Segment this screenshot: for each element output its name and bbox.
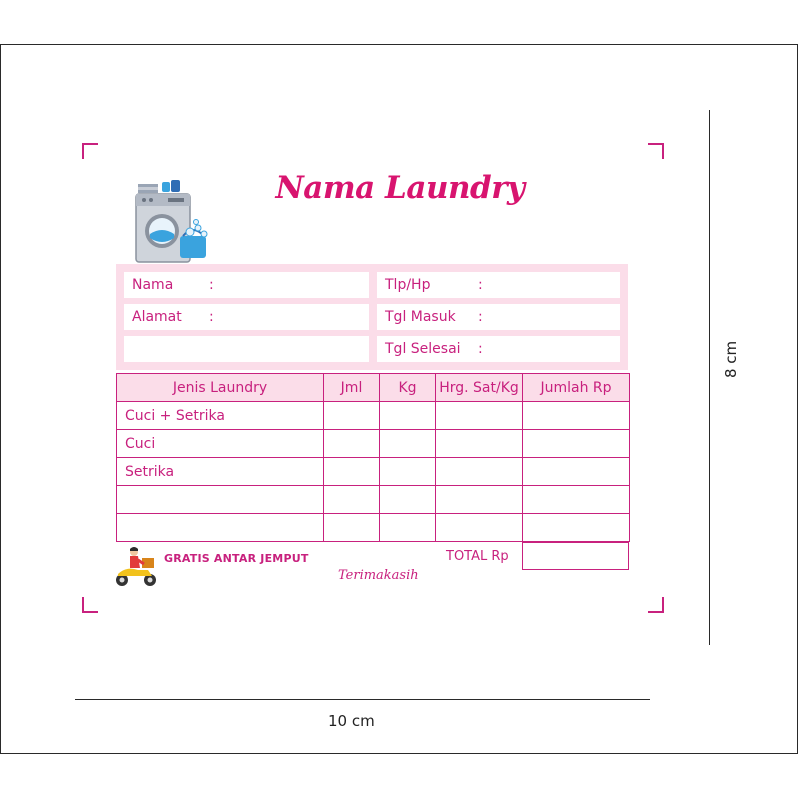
tlp-field[interactable] <box>377 272 620 298</box>
nama-colon: : <box>209 277 214 293</box>
alamat-colon: : <box>209 309 214 325</box>
header-jml: Jml <box>324 374 380 402</box>
row-jml-cell[interactable] <box>324 430 380 458</box>
height-dimension-line <box>709 110 710 645</box>
laundry-items-table <box>116 373 630 542</box>
row-jenis: Cuci + Setrika <box>117 402 324 430</box>
row-kg-cell[interactable] <box>380 486 436 514</box>
row-harga-cell[interactable] <box>436 514 523 542</box>
tgl-masuk-field[interactable] <box>377 304 620 330</box>
tgl-masuk-colon: : <box>478 309 483 325</box>
table-row <box>117 514 630 542</box>
promo-text: GRATIS ANTAR JEMPUT <box>164 552 309 565</box>
row-kg-cell[interactable] <box>380 458 436 486</box>
height-dimension-label: 8 cm <box>722 340 740 378</box>
row-jumlah-cell[interactable] <box>523 430 630 458</box>
extra-field[interactable] <box>124 336 369 362</box>
crop-mark-bottom-left <box>82 597 98 613</box>
table-row <box>117 458 630 486</box>
width-dimension-label: 10 cm <box>328 712 375 730</box>
washing-machine-icon <box>128 176 218 264</box>
customer-info-panel <box>116 264 628 370</box>
tgl-selesai-colon: : <box>478 341 483 357</box>
total-label: TOTAL Rp <box>446 549 509 564</box>
row-jumlah-cell[interactable] <box>523 458 630 486</box>
table-header-row <box>117 374 630 402</box>
row-kg-cell[interactable] <box>380 402 436 430</box>
row-jenis[interactable] <box>117 486 324 514</box>
header-jumlah-rp: Jumlah Rp <box>523 374 630 402</box>
thank-you-text: Terimakasih <box>338 568 419 583</box>
row-jml-cell[interactable] <box>324 486 380 514</box>
row-jml-cell[interactable] <box>324 402 380 430</box>
row-kg-cell[interactable] <box>380 430 436 458</box>
nama-field[interactable] <box>124 272 369 298</box>
tgl-selesai-field[interactable] <box>377 336 620 362</box>
row-jenis[interactable] <box>117 514 324 542</box>
table-row <box>117 402 630 430</box>
tgl-masuk-label: Tgl Masuk <box>385 309 456 325</box>
crop-mark-top-right <box>648 143 664 159</box>
row-harga-cell[interactable] <box>436 402 523 430</box>
alamat-field[interactable] <box>124 304 369 330</box>
alamat-label: Alamat <box>132 309 182 325</box>
row-kg-cell[interactable] <box>380 514 436 542</box>
row-harga-cell[interactable] <box>436 458 523 486</box>
tlp-colon: : <box>478 277 483 293</box>
width-dimension-line <box>75 699 650 700</box>
row-jenis: Cuci <box>117 430 324 458</box>
nama-label: Nama <box>132 277 174 293</box>
row-jumlah-cell[interactable] <box>523 486 630 514</box>
crop-mark-top-left <box>82 143 98 159</box>
tgl-selesai-label: Tgl Selesai <box>385 341 461 357</box>
row-jml-cell[interactable] <box>324 514 380 542</box>
table-row <box>117 430 630 458</box>
laundry-name-title: Nama Laundry <box>275 170 525 206</box>
header-kg: Kg <box>380 374 436 402</box>
crop-mark-bottom-right <box>648 597 664 613</box>
header-jenis-laundry: Jenis Laundry <box>117 374 324 402</box>
row-harga-cell[interactable] <box>436 486 523 514</box>
row-jenis: Setrika <box>117 458 324 486</box>
row-harga-cell[interactable] <box>436 430 523 458</box>
total-amount-box[interactable] <box>522 542 629 570</box>
row-jml-cell[interactable] <box>324 458 380 486</box>
row-jumlah-cell[interactable] <box>523 514 630 542</box>
row-jumlah-cell[interactable] <box>523 402 630 430</box>
header-harga-satuan: Hrg. Sat/Kg <box>436 374 523 402</box>
delivery-scooter-icon <box>112 544 160 588</box>
tlp-label: Tlp/Hp <box>385 277 431 293</box>
table-row <box>117 486 630 514</box>
